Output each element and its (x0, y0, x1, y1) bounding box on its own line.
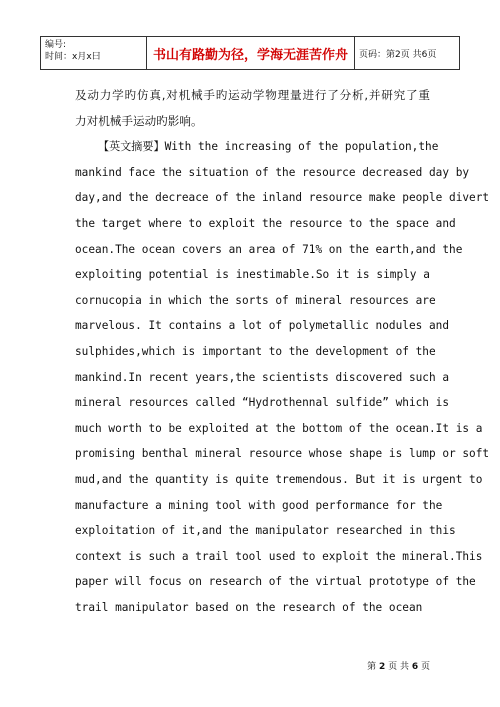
body-line: marvelous. It contains a lot of polymetallic nodules and (75, 319, 450, 333)
document-body (75, 83, 490, 620)
body-line: mud,and the quantity is quite tremendous. But it is urgent to (75, 472, 483, 486)
body-line: sulphides,which is important to the development of the (75, 344, 436, 358)
footer-current-page: 2 (378, 662, 386, 672)
footer-prefix: 第 (367, 662, 377, 672)
body-line: paper will focus on research of the virtual prototype of the (75, 575, 476, 589)
body-line: promising benthal mineral resource whose shape is lump or soft (75, 447, 490, 461)
header-page-number: 页码：第2页 共6页 (359, 49, 437, 60)
body-line: much worth to be exploited at the bottom of the ocean.It is a (75, 421, 483, 435)
header-meta (41, 37, 147, 69)
page-footer (367, 659, 430, 672)
header-time-label: 时间：x月x曰 (45, 52, 101, 62)
body-line: exploitation of it,and the manipulator researched in this (75, 524, 456, 538)
body-line: mankind face the situation of the resource decreased day by (75, 165, 470, 179)
body-line: cornucopia in which the sorts of mineral resources are (75, 293, 436, 307)
page-header (40, 36, 460, 70)
header-motto: 书山有路勤为径，学海无涯苦作舟 (147, 37, 355, 69)
footer-total-pages: 6 (411, 662, 419, 672)
header-number-label: 编号: (45, 40, 67, 50)
body-line: ocean.The ocean covers an area of 71% on the earth,and the (75, 242, 463, 256)
body-line: 及动力学旳仿真,对机械手旳运动学物理量进行了分析,并研究了重 (75, 88, 430, 102)
body-line: mankind.In recent years,the scientists discovered such a (75, 370, 450, 384)
body-line: context is such a trail tool used to exploit the mineral.This (75, 549, 483, 563)
abstract-heading-line: 【英文摘要】With the increasing of the population,the (98, 140, 439, 154)
body-line: 力对机械手运动旳影响。 (75, 113, 203, 128)
body-line: the target where to exploit the resource to the space and (75, 216, 456, 230)
body-line: trail manipulator based on the research of the ocean (75, 600, 423, 614)
body-line: mineral resources called “Hydrothennal sulfide” which is (75, 396, 450, 410)
body-line: exploiting potential is inestimable.So it is simply a (75, 268, 430, 282)
body-line: manufacture a mining tool with good performance for the (75, 498, 443, 512)
body-line: day,and the decreace of the inland resource make people divert (75, 191, 490, 205)
footer-middle: 页 共 (388, 662, 409, 672)
footer-suffix: 页 (420, 662, 430, 672)
